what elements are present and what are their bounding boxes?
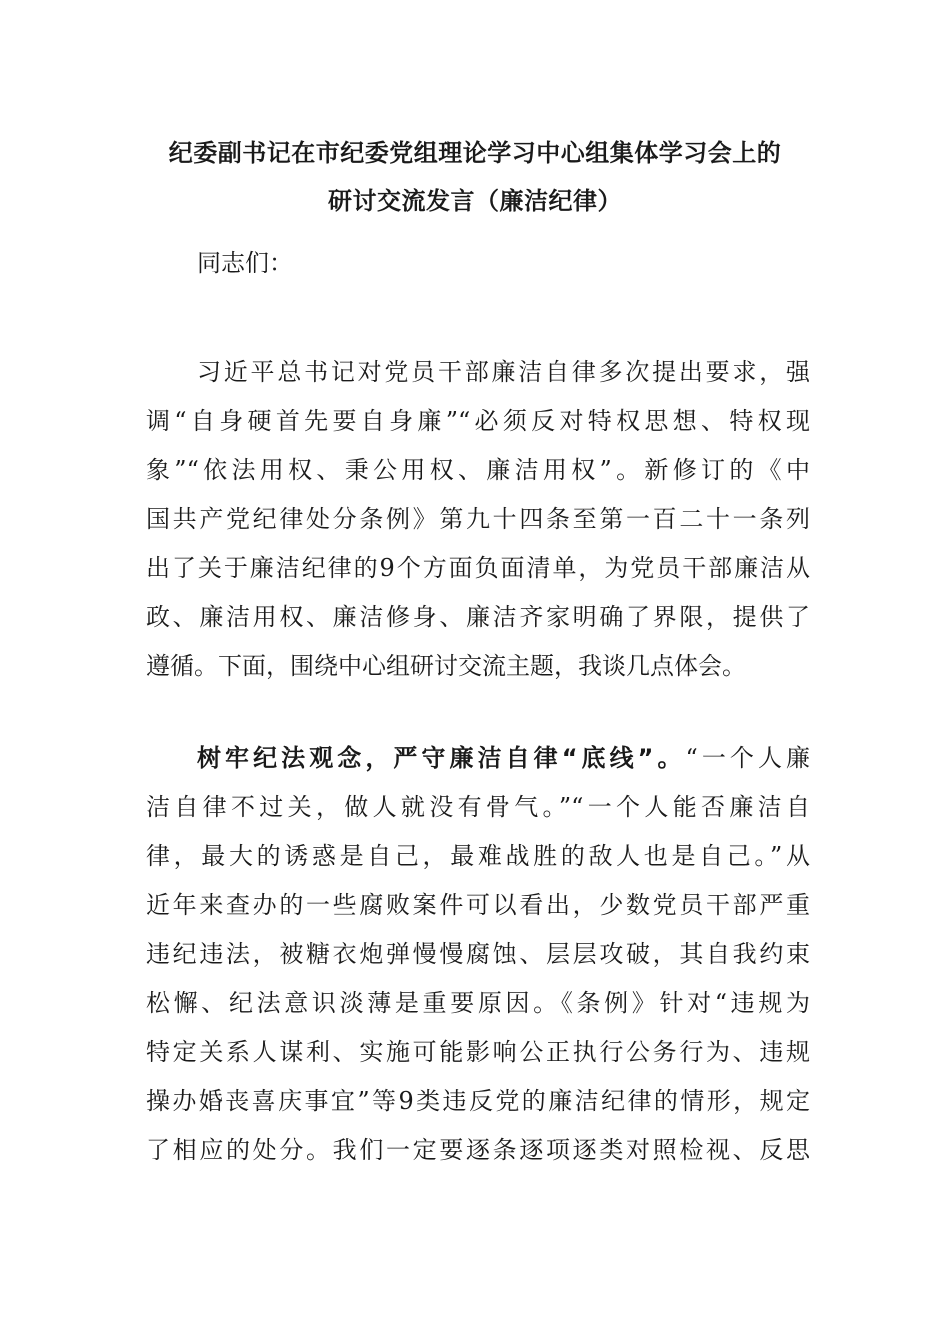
paragraph-line: 特定关系人谋利、实施可能影响公正执行公务行为、违规	[146, 1038, 810, 1066]
paragraph-line: 调“自身硬首先要自身廉”“必须反对特权思想、特权现	[146, 407, 810, 435]
paragraph-line: 洁自律不过关，做人就没有骨气。”“一个人能否廉洁自	[146, 793, 810, 821]
paragraph-line: 违纪违法，被糖衣炮弹慢慢腐蚀、层层攻破，其自我约束	[146, 940, 810, 968]
paragraph-line: 国共产党纪律处分条例》第九十四条至第一百二十一条列	[146, 505, 810, 533]
paragraph-line: 律，最大的诱惑是自己，最难战胜的敌人也是自己。”从	[146, 842, 810, 870]
section-heading: 树牢纪法观念，严守廉洁自律“底线”。	[197, 744, 686, 772]
paragraph-line: 习近平总书记对党员干部廉洁自律多次提出要求，强	[197, 358, 810, 386]
document-title-line-1: 纪委副书记在市纪委党组理论学习中心组集体学习会上的	[168, 139, 782, 167]
paragraph-line: 政、廉洁用权、廉洁修身、廉洁齐家明确了界限，提供了	[146, 603, 810, 631]
paragraph-line: 操办婚丧喜庆事宜”等9类违反党的廉洁纪律的情形，规定	[146, 1087, 810, 1115]
paragraph-2	[146, 734, 810, 1175]
paragraph-line: 近年来查办的一些腐败案件可以看出，少数党员干部严重	[146, 891, 810, 919]
paragraph-line	[146, 734, 810, 783]
salutation: 同志们：	[197, 249, 293, 277]
document-title-line-2: 研讨交流发言（廉洁纪律）	[328, 187, 622, 215]
paragraph-line-rest: “一个人廉	[685, 744, 810, 772]
paragraph-1	[146, 348, 810, 691]
paragraph-line: 象”“依法用权、秉公用权、廉洁用权”。新修订的《中	[146, 456, 810, 484]
paragraph-line: 遵循。下面，围绕中心组研讨交流主题，我谈几点体会。	[146, 652, 746, 680]
paragraph-line: 了相应的处分。我们一定要逐条逐项逐类对照检视、反思	[146, 1136, 810, 1164]
paragraph-line: 出了关于廉洁纪律的9个方面负面清单，为党员干部廉洁从	[146, 554, 810, 582]
paragraph-line: 松懈、纪法意识淡薄是重要原因。《条例》针对“违规为	[146, 989, 810, 1017]
